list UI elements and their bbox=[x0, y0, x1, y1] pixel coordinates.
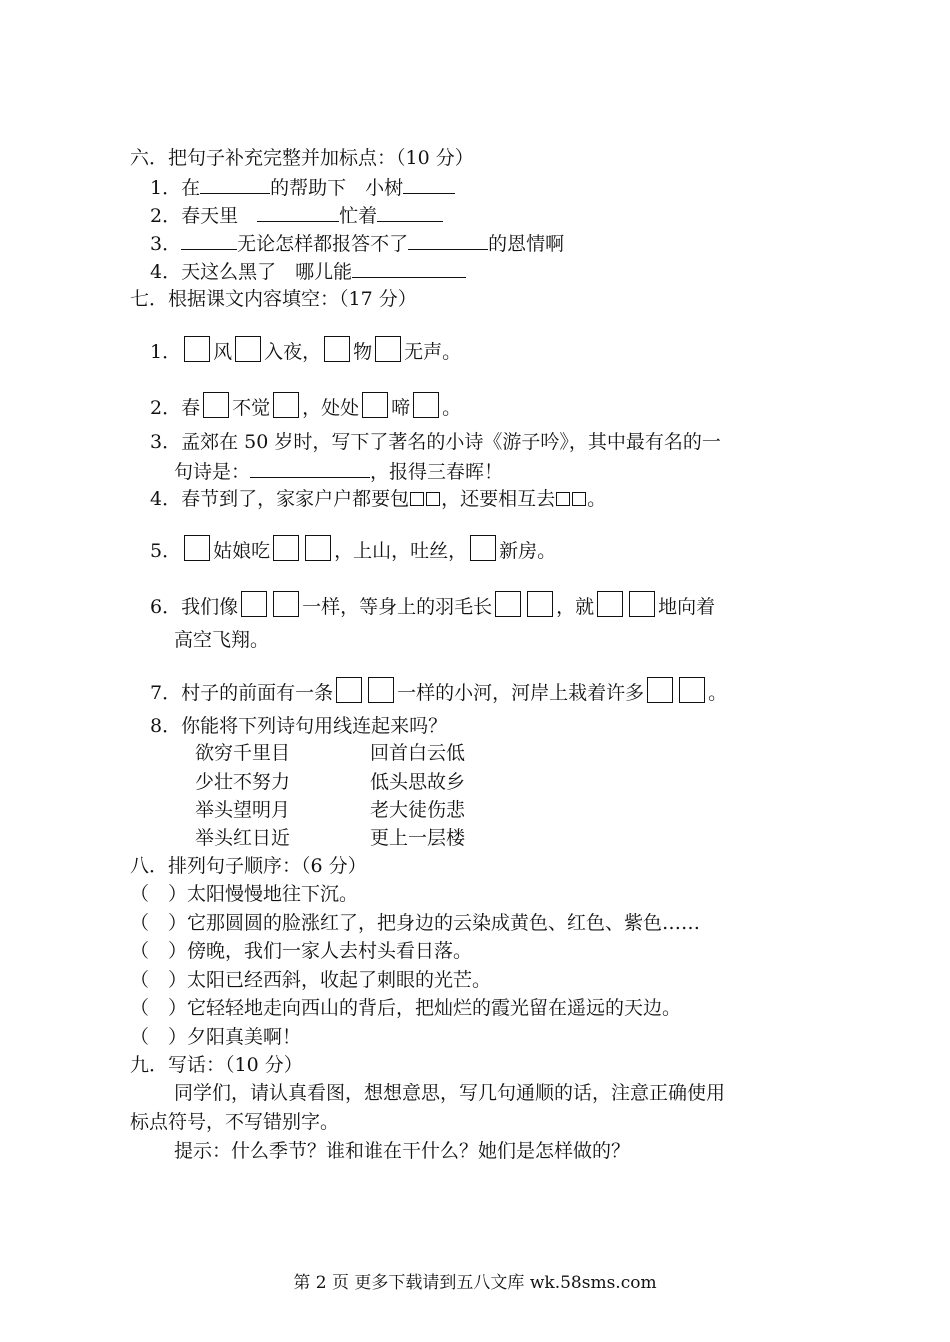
writing-instruction-2: 标点符号，不写错别字。 bbox=[130, 1111, 340, 1133]
answer-box[interactable] bbox=[324, 336, 350, 362]
section-9-title: 九．写话：（10 分） bbox=[130, 1054, 303, 1076]
answer-box[interactable] bbox=[410, 492, 424, 506]
answer-box[interactable] bbox=[305, 535, 331, 561]
text: 我们像 bbox=[181, 596, 239, 618]
s7-q7 bbox=[150, 677, 727, 705]
order-text: 太阳已经西斜，收起了刺眼的光芒。 bbox=[187, 969, 492, 991]
s7-q3-line1 bbox=[150, 430, 721, 454]
text: 句诗是： bbox=[174, 461, 251, 483]
text: 。 bbox=[587, 488, 607, 510]
poem-right-1[interactable]: 回首白云低 bbox=[370, 742, 466, 764]
blank[interactable] bbox=[403, 175, 455, 194]
order-text: 傍晚，我们一家人去村头看日落。 bbox=[187, 940, 473, 962]
s7-q6-line2: 高空飞翔。 bbox=[174, 629, 270, 651]
order-item-5 bbox=[130, 996, 681, 1020]
answer-box[interactable] bbox=[426, 492, 440, 506]
answer-box[interactable] bbox=[572, 492, 586, 506]
text: 春节到了，家家户户都要包 bbox=[181, 488, 410, 510]
poem-right-3[interactable]: 老大徒伤悲 bbox=[370, 799, 466, 821]
answer-box[interactable] bbox=[556, 492, 570, 506]
text: 物 bbox=[353, 341, 373, 363]
text: ，上山，吐丝， bbox=[334, 540, 468, 562]
order-text: 它轻轻地走向西山的背后，把灿烂的霞光留在遥远的天边。 bbox=[187, 997, 682, 1019]
writing-hint: 提示：什么季节？谁和谁在干什么？她们是怎样做的？ bbox=[174, 1140, 631, 1162]
text: 在 bbox=[181, 177, 201, 199]
order-text: 它那圆圆的脸涨红了，把身边的云染成黄色、红色、紫色…… bbox=[187, 912, 701, 934]
poem-left-2[interactable]: 少壮不努力 bbox=[195, 771, 291, 793]
q-number: 6． bbox=[150, 596, 182, 618]
text: 的恩情啊 bbox=[488, 233, 565, 255]
q-number: 3． bbox=[150, 233, 182, 255]
answer-box[interactable] bbox=[368, 677, 394, 703]
blank[interactable] bbox=[257, 203, 339, 222]
answer-box[interactable] bbox=[470, 535, 496, 561]
text: 姑娘吃 bbox=[213, 540, 271, 562]
text: 无声。 bbox=[404, 341, 462, 363]
order-item-4 bbox=[130, 968, 491, 992]
blank[interactable] bbox=[408, 231, 488, 250]
q-number: 1． bbox=[150, 341, 182, 363]
text: 一样的小河，河岸上栽着许多 bbox=[397, 682, 645, 704]
order-bracket[interactable]: （ ） bbox=[130, 969, 188, 991]
order-item-3 bbox=[130, 939, 472, 963]
page-footer: 第 2 页 更多下载请到五八文库 wk.58sms.com bbox=[293, 1273, 657, 1293]
answer-box[interactable] bbox=[203, 392, 229, 418]
q-number: 7． bbox=[150, 682, 182, 704]
text: 入夜， bbox=[264, 341, 322, 363]
text: ，还要相互去 bbox=[441, 488, 556, 510]
s6-q1 bbox=[150, 175, 455, 200]
q-number: 2． bbox=[150, 205, 182, 227]
s6-q3 bbox=[150, 231, 564, 256]
s7-q8 bbox=[150, 714, 447, 738]
order-bracket[interactable]: （ ） bbox=[130, 912, 188, 934]
s6-q4 bbox=[150, 259, 466, 284]
text: 春 bbox=[181, 397, 201, 419]
q-number: 1． bbox=[150, 177, 182, 199]
blank[interactable] bbox=[181, 231, 237, 250]
order-bracket[interactable]: （ ） bbox=[130, 997, 188, 1019]
s7-q5 bbox=[150, 535, 556, 563]
text: 一样，等身上的羽毛长 bbox=[302, 596, 493, 618]
text: ，处处 bbox=[302, 397, 360, 419]
section-7-title: 七．根据课文内容填空：（17 分） bbox=[130, 288, 417, 310]
text: 啼 bbox=[391, 397, 411, 419]
q-number: 3． bbox=[150, 431, 182, 453]
text: 无论怎样都报答不了 bbox=[237, 233, 409, 255]
poem-right-4[interactable]: 更上一层楼 bbox=[370, 827, 466, 849]
s6-q2 bbox=[150, 203, 443, 228]
answer-box[interactable] bbox=[273, 392, 299, 418]
blank[interactable] bbox=[200, 175, 270, 194]
order-text: 夕阳真美啊！ bbox=[187, 1026, 302, 1048]
q-number: 2． bbox=[150, 397, 182, 419]
answer-box[interactable] bbox=[184, 336, 210, 362]
q-number: 5． bbox=[150, 540, 182, 562]
text: 孟郊在 50 岁时，写下了著名的小诗《游子吟》，其中最有名的一 bbox=[181, 431, 721, 453]
answer-box[interactable] bbox=[629, 591, 655, 617]
s7-q3-line2 bbox=[174, 459, 503, 484]
answer-box[interactable] bbox=[679, 677, 705, 703]
answer-box[interactable] bbox=[336, 677, 362, 703]
text: ，就 bbox=[556, 596, 595, 618]
text: ，报得三春晖！ bbox=[370, 461, 504, 483]
order-bracket[interactable]: （ ） bbox=[130, 883, 188, 905]
q-number: 8． bbox=[150, 715, 182, 737]
q-number: 4． bbox=[150, 261, 182, 283]
order-bracket[interactable]: （ ） bbox=[130, 940, 188, 962]
order-item-6 bbox=[130, 1025, 301, 1049]
answer-box[interactable] bbox=[647, 677, 673, 703]
order-item-1 bbox=[130, 882, 358, 906]
answer-box[interactable] bbox=[273, 535, 299, 561]
order-item-2 bbox=[130, 911, 700, 935]
order-text: 太阳慢慢地往下沉。 bbox=[187, 883, 359, 905]
answer-box[interactable] bbox=[495, 591, 521, 617]
text: 的帮助下 小树 bbox=[270, 177, 404, 199]
poem-right-2[interactable]: 低头思故乡 bbox=[370, 771, 466, 793]
writing-instruction-1: 同学们，请认真看图，想想意思，写几句通顺的话，注意正确使用 bbox=[174, 1082, 726, 1104]
poem-left-1[interactable]: 欲穷千里目 bbox=[195, 742, 291, 764]
answer-box[interactable] bbox=[413, 392, 439, 418]
answer-box[interactable] bbox=[273, 591, 299, 617]
text: 新房。 bbox=[499, 540, 557, 562]
text: 地向着 bbox=[658, 596, 716, 618]
text: 天这么黑了 哪儿能 bbox=[181, 261, 353, 283]
order-bracket[interactable]: （ ） bbox=[130, 1026, 188, 1048]
answer-box[interactable] bbox=[375, 336, 401, 362]
s7-q2 bbox=[150, 392, 461, 420]
section-6-title: 六．把句子补充完整并加标点：（10 分） bbox=[130, 147, 474, 169]
answer-box[interactable] bbox=[597, 591, 623, 617]
text: 。 bbox=[442, 397, 462, 419]
section-8-title: 八．排列句子顺序：（6 分） bbox=[130, 855, 367, 877]
text: 春天里 bbox=[181, 205, 258, 227]
blank[interactable] bbox=[250, 459, 370, 478]
text: 村子的前面有一条 bbox=[181, 682, 334, 704]
s7-q1 bbox=[150, 336, 461, 364]
text: 忙着 bbox=[339, 205, 378, 227]
text: 风 bbox=[213, 341, 233, 363]
poem-left-4[interactable]: 举头红日近 bbox=[195, 827, 291, 849]
answer-box[interactable] bbox=[235, 336, 261, 362]
blank[interactable] bbox=[377, 203, 443, 222]
text: 不觉 bbox=[232, 397, 271, 419]
q-number: 4． bbox=[150, 488, 182, 510]
s7-q6-line1 bbox=[150, 591, 715, 619]
answer-box[interactable] bbox=[527, 591, 553, 617]
text: 你能将下列诗句用线连起来吗？ bbox=[181, 715, 448, 737]
answer-box[interactable] bbox=[362, 392, 388, 418]
answer-box[interactable] bbox=[184, 535, 210, 561]
answer-box[interactable] bbox=[241, 591, 267, 617]
s7-q4 bbox=[150, 487, 606, 511]
text: 。 bbox=[708, 682, 728, 704]
poem-left-3[interactable]: 举头望明月 bbox=[195, 799, 291, 821]
blank[interactable] bbox=[352, 259, 466, 278]
